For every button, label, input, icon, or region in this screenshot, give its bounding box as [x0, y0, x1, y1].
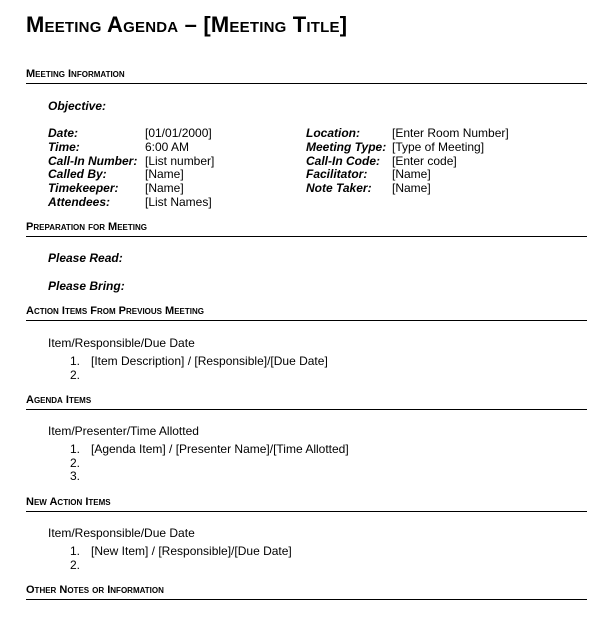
list-item: [Item Description] / [Responsible]/[Due Date]: [91, 354, 328, 368]
date-label: Date:: [48, 126, 79, 140]
list-item-number: 2.: [70, 456, 81, 470]
section-heading-preparation: Preparation for Meeting: [26, 221, 587, 237]
agenda-items-subheading: Item/Presenter/Time Allotted: [48, 424, 199, 438]
section-heading-agenda-items: Agenda Items: [26, 394, 587, 410]
call-in-number-value: [List number]: [145, 154, 215, 168]
location-value: [Enter Room Number]: [392, 126, 509, 140]
section-heading-meeting-information: Meeting Information: [26, 68, 587, 84]
please-read-label: Please Read:: [48, 251, 123, 265]
timekeeper-label: Timekeeper:: [48, 181, 119, 195]
new-action-items-subheading: Item/Responsible/Due Date: [48, 526, 195, 540]
note-taker-value: [Name]: [392, 181, 431, 195]
list-item-number: 3.: [70, 469, 81, 483]
list-item: [New Item] / [Responsible]/[Due Date]: [91, 544, 292, 558]
list-item-number: 1.: [70, 544, 81, 558]
note-taker-label: Note Taker:: [306, 181, 372, 195]
meeting-type-value: [Type of Meeting]: [392, 140, 485, 154]
section-heading-new-action-items: New Action Items: [26, 496, 587, 512]
meeting-type-label: Meeting Type:: [306, 140, 387, 154]
timekeeper-value: [Name]: [145, 181, 184, 195]
called-by-label: Called By:: [48, 167, 107, 181]
time-value: 6:00 AM: [145, 140, 190, 154]
list-item-number: 2.: [70, 368, 81, 382]
list-item-number: 1.: [70, 442, 81, 456]
facilitator-label: Facilitator:: [306, 167, 368, 181]
list-item-number: 1.: [70, 354, 81, 368]
list-item: [Agenda Item] / [Presenter Name]/[Time Allotted]: [91, 442, 349, 456]
called-by-value: [Name]: [145, 167, 184, 181]
list-item-number: 2.: [70, 558, 81, 572]
attendees-value: [List Names]: [145, 195, 212, 209]
call-in-code-value: [Enter code]: [392, 154, 457, 168]
please-bring-label: Please Bring:: [48, 279, 125, 293]
objective-label: Objective:: [48, 99, 107, 113]
call-in-code-label: Call-In Code:: [306, 154, 380, 168]
attendees-label: Attendees:: [48, 195, 111, 209]
location-label: Location:: [306, 126, 360, 140]
call-in-number-label: Call-In Number:: [48, 154, 138, 168]
time-label: Time:: [48, 140, 80, 154]
section-heading-other-notes: Other Notes or Information: [26, 584, 587, 600]
page-title: Meeting Agenda – [Meeting Title]: [26, 12, 348, 37]
section-heading-previous-action-items: Action Items From Previous Meeting: [26, 305, 587, 321]
facilitator-value: [Name]: [392, 167, 431, 181]
previous-action-items-subheading: Item/Responsible/Due Date: [48, 336, 195, 350]
date-value: [01/01/2000]: [145, 126, 212, 140]
